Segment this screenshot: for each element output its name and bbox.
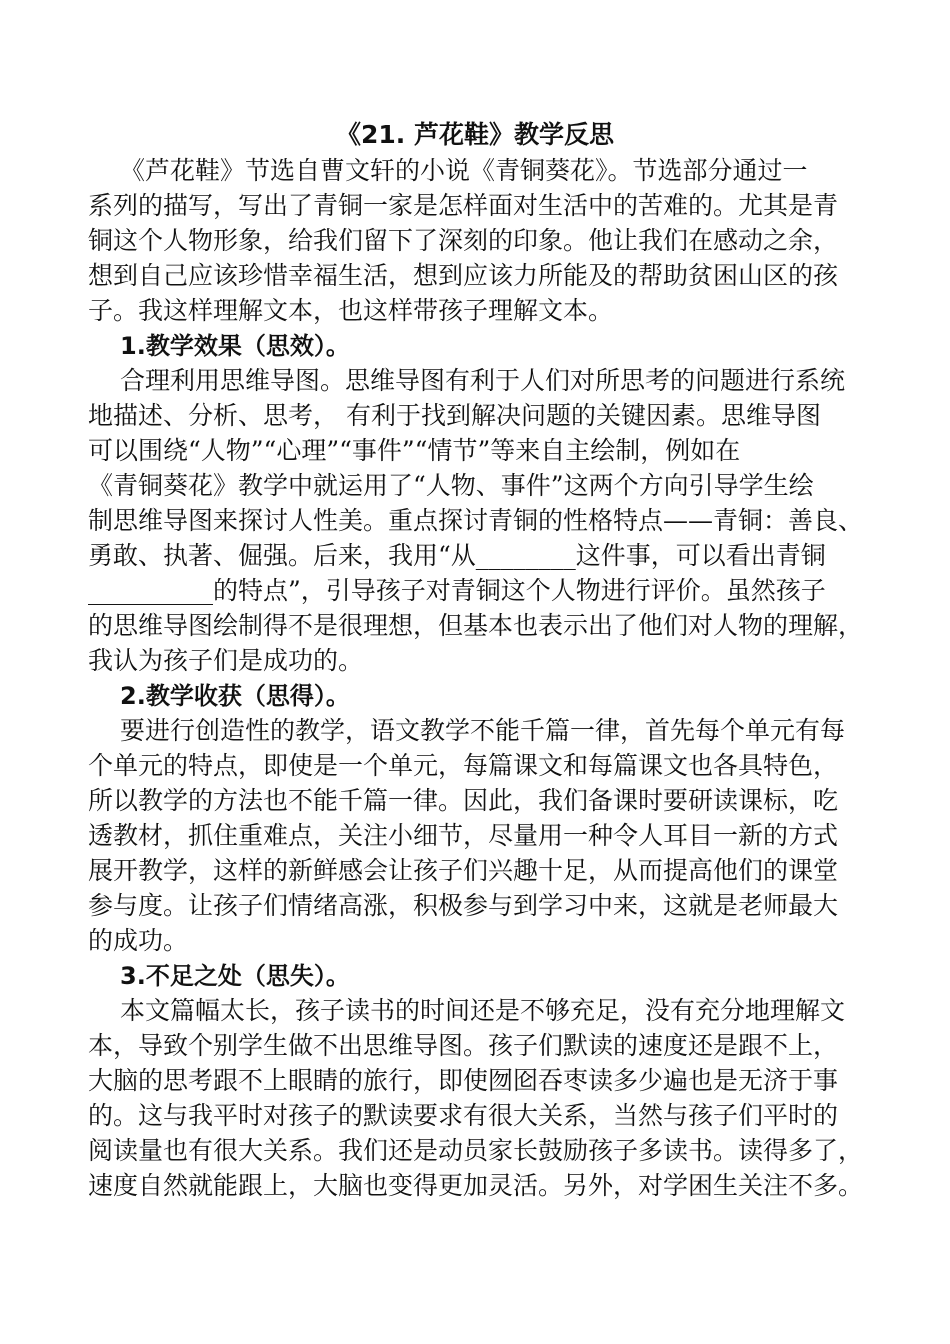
- document-title: 《21. 芦花鞋》教学反思: [336, 120, 614, 149]
- section-line: 本文篇幅太长，孩子读书的时间还是不够充足，没有充分地理解文: [120, 996, 846, 1025]
- intro-line: 想到自己应该珍惜幸福生活，想到应该力所能及的帮助贫困山区的孩: [88, 261, 839, 290]
- section-line: 制思维导图来探讨人性美。重点探讨青铜的性格特点——青铜：善良、: [88, 506, 864, 535]
- section-line: 速度自然就能跟上，大脑也变得更加灵活。另外，对学困生关注不多。: [88, 1171, 864, 1200]
- section-line: 的思维导图绘制得不是很理想，但基本也表示出了他们对人物的理解，: [88, 611, 864, 640]
- section-line: 地描述、分析、思考， 有利于找到解决问题的关键因素。思维导图: [88, 401, 821, 430]
- intro-line: 铜这个人物形象，给我们留下了深刻的印象。他让我们在感动之余，: [88, 226, 839, 255]
- section-line: 展开教学，这样的新鲜感会让孩子们兴趣十足，从而提高他们的课堂: [88, 856, 839, 885]
- intro-line: 子。我这样理解文本，也这样带孩子理解文本。: [88, 296, 614, 325]
- section-line: 《青铜葵花》教学中就运用了“人物、事件”这两个方向引导学生绘: [88, 471, 814, 500]
- section-heading-shortcoming: 3.不足之处（思失）。: [120, 962, 350, 990]
- section-line: 个单元的特点，即使是一个单元，每篇课文和每篇课文也各具特色，: [88, 751, 839, 780]
- section-heading-gain: 2.教学收获（思得）。: [120, 682, 350, 710]
- section-line: 勇敢、执著、倔强。后来，我用“从________这件事，可以看出青铜: [88, 541, 826, 570]
- section-line: __________的特点”，引导孩子对青铜这个人物进行评价。虽然孩子: [88, 576, 826, 605]
- intro-line: 《芦花鞋》节选自曹文轩的小说《青铜葵花》。节选部分通过一: [120, 156, 808, 185]
- section-heading-effect: 1.教学效果（思效）。: [120, 332, 350, 360]
- section-line: 所以教学的方法也不能千篇一律。因此，我们备课时要研读课标，吃: [88, 786, 839, 815]
- section-line: 合理利用思维导图。思维导图有利于人们对所思考的问题进行系统: [120, 366, 846, 395]
- section-line: 本，导致个别学生做不出思维导图。孩子们默读的速度还是跟不上，: [88, 1031, 839, 1060]
- section-line: 的。这与我平时对孩子的默读要求有很大关系，当然与孩子们平时的: [88, 1101, 839, 1130]
- section-line: 我认为孩子们是成功的。: [88, 646, 364, 675]
- section-line: 可以围绕“人物”“心理”“事件”“情节”等来自主绘制，例如在: [88, 436, 741, 465]
- intro-line: 系列的描写，写出了青铜一家是怎样面对生活中的苦难的。尤其是青: [88, 191, 839, 220]
- section-line: 大脑的思考跟不上眼睛的旅行，即使囫囵吞枣读多少遍也是无济于事: [88, 1066, 839, 1095]
- section-line: 要进行创造性的教学，语文教学不能千篇一律，首先每个单元有每: [120, 716, 846, 745]
- section-line: 的成功。: [88, 926, 189, 955]
- section-line: 阅读量也有很大关系。我们还是动员家长鼓励孩子多读书。读得多了，: [88, 1136, 864, 1165]
- section-line: 参与度。让孩子们情绪高涨，积极参与到学习中来，这就是老师最大: [88, 891, 839, 920]
- section-line: 透教材，抓住重难点，关注小细节，尽量用一种令人耳目一新的方式: [88, 821, 839, 850]
